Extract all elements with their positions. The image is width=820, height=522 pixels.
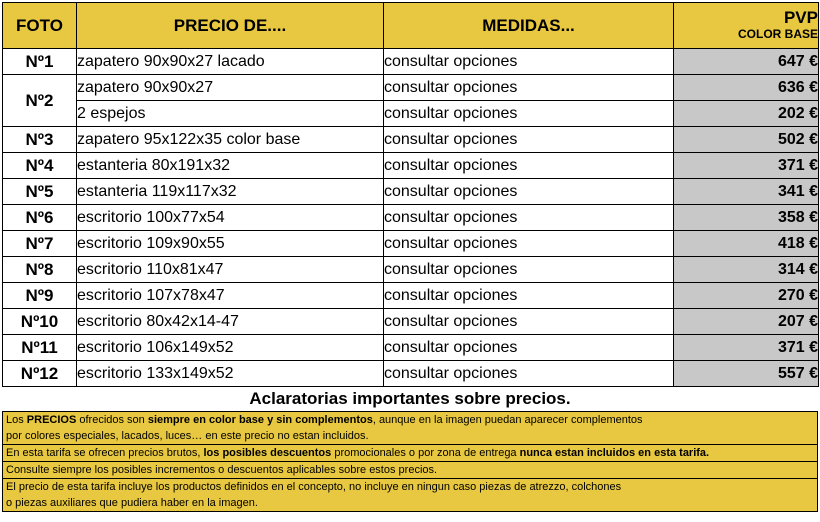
- row-medidas: consultar opciones: [384, 283, 674, 309]
- row-medidas: consultar opciones: [384, 153, 674, 179]
- row-price: 341 €: [674, 179, 819, 205]
- note-text: En esta tarifa se ofrecen precios brutos,: [6, 447, 204, 459]
- row-description: escritorio 109x90x55: [77, 231, 384, 257]
- table-row: [3, 309, 819, 335]
- table-row: [3, 231, 819, 257]
- price-table: [2, 2, 819, 387]
- notes-title: Aclaratorias importantes sobre precios.: [2, 387, 818, 411]
- row-number: Nº4: [3, 153, 77, 179]
- row-price: 636 €: [674, 75, 819, 101]
- row-medidas: consultar opciones: [384, 257, 674, 283]
- row-number: Nº10: [3, 309, 77, 335]
- row-medidas: consultar opciones: [384, 127, 674, 153]
- row-medidas: consultar opciones: [384, 361, 674, 387]
- note-text: ofrecidos son: [76, 414, 148, 426]
- row-price: 270 €: [674, 283, 819, 309]
- row-description: zapatero 95x122x35 color base: [77, 127, 384, 153]
- note-precios: [3, 412, 817, 444]
- row-price: 418 €: [674, 231, 819, 257]
- header-foto: FOTO: [3, 3, 77, 49]
- table-row: [3, 335, 819, 361]
- row-medidas: consultar opciones: [384, 309, 674, 335]
- row-number: Nº5: [3, 179, 77, 205]
- row-description: zapatero 90x90x27 lacado: [77, 49, 384, 75]
- note-bold-precios: PRECIOS: [26, 414, 77, 426]
- header-pvp: [674, 3, 819, 49]
- note-precios-line1: [6, 412, 817, 428]
- row-number: Nº9: [3, 283, 77, 309]
- row-description: escritorio 80x42x14-47: [77, 309, 384, 335]
- row-price: 371 €: [674, 335, 819, 361]
- row-price: 502 €: [674, 127, 819, 153]
- note-text: Los: [6, 414, 27, 426]
- notes-box: [2, 411, 818, 512]
- row-description: escritorio 110x81x47: [77, 257, 384, 283]
- note-incluye: [3, 478, 817, 511]
- note-descuentos: [3, 444, 817, 461]
- note-bold-descuentos: los posibles descuentos: [203, 447, 332, 459]
- row-price: 358 €: [674, 205, 819, 231]
- table-row: [3, 75, 819, 101]
- note-bold-color-base: siempre en color base y sin complementos: [147, 414, 373, 426]
- row-number: Nº8: [3, 257, 77, 283]
- row-medidas: consultar opciones: [384, 49, 674, 75]
- row-price: 371 €: [674, 153, 819, 179]
- note-text: promocionales o por zona de entrega: [331, 447, 520, 459]
- table-row: [3, 127, 819, 153]
- table-row: [3, 153, 819, 179]
- row-number: Nº6: [3, 205, 77, 231]
- note-precios-line2: por colores especiales, lacados, luces… en este precio no estan incluidos.: [6, 430, 369, 442]
- row-number: Nº1: [3, 49, 77, 75]
- table-row: [3, 179, 819, 205]
- note-incluye-line1: El precio de esta tarifa incluye los productos definidos en el concepto, no incluye en ningun caso piezas de atrezzo, colchones: [6, 481, 622, 493]
- row-price: 647 €: [674, 49, 819, 75]
- row-description: escritorio 100x77x54: [77, 205, 384, 231]
- row-medidas: consultar opciones: [384, 335, 674, 361]
- note-text: , aunque en la imagen puedan aparecer complementos: [372, 414, 643, 426]
- row-price: 314 €: [674, 257, 819, 283]
- row-description: escritorio 107x78x47: [77, 283, 384, 309]
- row-description: escritorio 133x149x52: [77, 361, 384, 387]
- table-row: [3, 257, 819, 283]
- row-description: zapatero 90x90x27: [77, 75, 384, 101]
- row-price: 557 €: [674, 361, 819, 387]
- row-number: Nº2: [3, 75, 77, 127]
- row-price: 202 €: [674, 101, 819, 127]
- row-description: escritorio 106x149x52: [77, 335, 384, 361]
- row-price: 207 €: [674, 309, 819, 335]
- table-row: [3, 205, 819, 231]
- row-medidas: consultar opciones: [384, 231, 674, 257]
- row-description: estanteria 80x191x32: [77, 153, 384, 179]
- row-medidas: consultar opciones: [384, 75, 674, 101]
- table-row: [3, 49, 819, 75]
- note-consulte: Consulte siempre los posibles incrementos o descuentos aplicables sobre estos precios.: [3, 461, 817, 478]
- row-medidas: consultar opciones: [384, 179, 674, 205]
- row-number: Nº7: [3, 231, 77, 257]
- price-sheet: [2, 2, 818, 512]
- header-pvp-label: PVP: [783, 7, 818, 27]
- note-incluye-line2: o piezas auxiliares que pudiera haber en la imagen.: [6, 497, 258, 509]
- row-description: 2 espejos: [77, 101, 384, 127]
- row-number: Nº3: [3, 127, 77, 153]
- row-medidas: consultar opciones: [384, 205, 674, 231]
- header-precio-de: PRECIO DE....: [77, 3, 384, 49]
- table-row: [3, 283, 819, 309]
- row-number: Nº12: [3, 361, 77, 387]
- table-row: [3, 101, 819, 127]
- table-row: [3, 361, 819, 387]
- note-bold-nunca: nunca estan incluidos en esta tarifa.: [519, 447, 710, 459]
- header-pvp-sub: COLOR BASE: [737, 26, 818, 41]
- row-number: Nº11: [3, 335, 77, 361]
- row-medidas: consultar opciones: [384, 101, 674, 127]
- header-row: [3, 3, 819, 49]
- row-description: estanteria 119x117x32: [77, 179, 384, 205]
- header-medidas: MEDIDAS...: [384, 3, 674, 49]
